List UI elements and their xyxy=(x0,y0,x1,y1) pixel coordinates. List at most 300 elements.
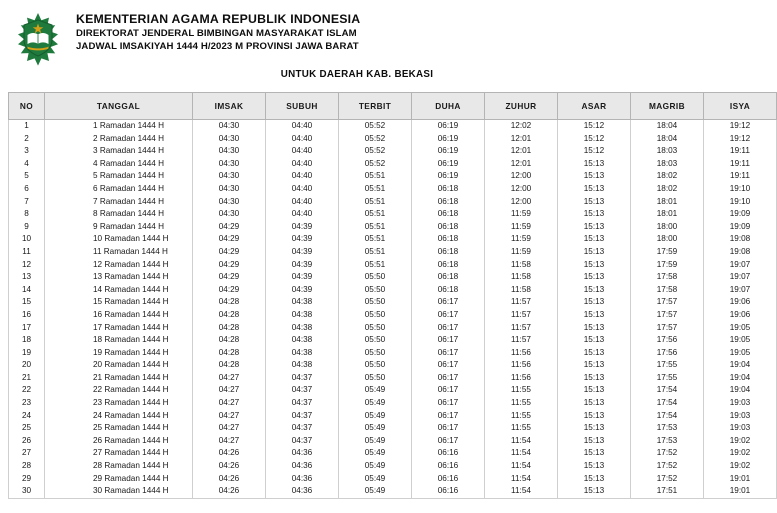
cell-imsak: 04:30 xyxy=(193,158,266,171)
cell-asar: 15:13 xyxy=(558,347,631,360)
table-row xyxy=(9,359,777,372)
table-row xyxy=(9,233,777,246)
table-row xyxy=(9,397,777,410)
cell-terbit: 05:50 xyxy=(339,372,412,385)
cell-asar: 15:13 xyxy=(558,473,631,486)
region-subtitle: UNTUK DAERAH KAB. BEKASI xyxy=(280,69,434,80)
cell-asar: 15:13 xyxy=(558,397,631,410)
cell-no: 23 xyxy=(9,397,45,410)
cell-zuhur: 12:01 xyxy=(485,145,558,158)
cell-tanggal: 26 Ramadan 1444 H xyxy=(45,435,193,448)
cell-asar: 15:12 xyxy=(558,120,631,133)
table-row xyxy=(9,485,777,498)
cell-no: 8 xyxy=(9,208,45,221)
cell-zuhur: 12:00 xyxy=(485,196,558,209)
cell-subuh: 04:39 xyxy=(266,221,339,234)
cell-subuh: 04:36 xyxy=(266,473,339,486)
cell-duha: 06:17 xyxy=(412,372,485,385)
cell-tanggal: 27 Ramadan 1444 H xyxy=(45,447,193,460)
cell-imsak: 04:27 xyxy=(193,372,266,385)
table-row xyxy=(9,435,777,448)
table-row xyxy=(9,384,777,397)
table-row xyxy=(9,422,777,435)
cell-zuhur: 11:59 xyxy=(485,221,558,234)
cell-subuh: 04:40 xyxy=(266,120,339,133)
cell-asar: 15:13 xyxy=(558,422,631,435)
column-header-terbit: TERBIT xyxy=(339,93,412,120)
column-header-duha: DUHA xyxy=(412,93,485,120)
cell-imsak: 04:28 xyxy=(193,322,266,335)
cell-magrib: 17:59 xyxy=(631,259,704,272)
cell-isya: 19:04 xyxy=(704,372,777,385)
cell-duha: 06:19 xyxy=(412,133,485,146)
cell-no: 17 xyxy=(9,322,45,335)
cell-no: 9 xyxy=(9,221,45,234)
cell-tanggal: 5 Ramadan 1444 H xyxy=(45,170,193,183)
cell-zuhur: 11:59 xyxy=(485,233,558,246)
cell-asar: 15:13 xyxy=(558,322,631,335)
cell-isya: 19:03 xyxy=(704,397,777,410)
cell-imsak: 04:29 xyxy=(193,233,266,246)
cell-terbit: 05:49 xyxy=(339,460,412,473)
cell-duha: 06:16 xyxy=(412,447,485,460)
cell-imsak: 04:29 xyxy=(193,271,266,284)
cell-magrib: 17:58 xyxy=(631,271,704,284)
cell-subuh: 04:37 xyxy=(266,410,339,423)
cell-duha: 06:19 xyxy=(412,145,485,158)
column-header-subuh: SUBUH xyxy=(266,93,339,120)
cell-terbit: 05:50 xyxy=(339,322,412,335)
cell-duha: 06:17 xyxy=(412,410,485,423)
cell-imsak: 04:30 xyxy=(193,170,266,183)
cell-asar: 15:13 xyxy=(558,259,631,272)
cell-duha: 06:19 xyxy=(412,158,485,171)
cell-isya: 19:07 xyxy=(704,259,777,272)
cell-isya: 19:11 xyxy=(704,158,777,171)
cell-terbit: 05:50 xyxy=(339,296,412,309)
cell-no: 1 xyxy=(9,120,45,133)
cell-magrib: 17:56 xyxy=(631,347,704,360)
cell-duha: 06:17 xyxy=(412,334,485,347)
cell-asar: 15:13 xyxy=(558,170,631,183)
table-body xyxy=(9,120,777,499)
cell-no: 3 xyxy=(9,145,45,158)
cell-subuh: 04:36 xyxy=(266,447,339,460)
cell-terbit: 05:51 xyxy=(339,246,412,259)
cell-duha: 06:17 xyxy=(412,296,485,309)
cell-asar: 15:13 xyxy=(558,384,631,397)
cell-asar: 15:13 xyxy=(558,485,631,498)
directorate-title: DIREKTORAT JENDERAL BIMBINGAN MASYARAKAT ISLAM xyxy=(76,28,357,39)
cell-magrib: 17:59 xyxy=(631,246,704,259)
cell-magrib: 18:02 xyxy=(631,183,704,196)
cell-magrib: 18:01 xyxy=(631,196,704,209)
cell-magrib: 18:03 xyxy=(631,145,704,158)
cell-zuhur: 11:54 xyxy=(485,473,558,486)
cell-terbit: 05:51 xyxy=(339,259,412,272)
cell-subuh: 04:40 xyxy=(266,145,339,158)
cell-terbit: 05:50 xyxy=(339,284,412,297)
cell-subuh: 04:38 xyxy=(266,347,339,360)
cell-terbit: 05:52 xyxy=(339,158,412,171)
cell-tanggal: 22 Ramadan 1444 H xyxy=(45,384,193,397)
table-header xyxy=(9,93,777,120)
cell-asar: 15:13 xyxy=(558,246,631,259)
cell-no: 22 xyxy=(9,384,45,397)
cell-isya: 19:02 xyxy=(704,435,777,448)
column-header-zuhur: ZUHUR xyxy=(485,93,558,120)
table-row xyxy=(9,271,777,284)
cell-terbit: 05:50 xyxy=(339,334,412,347)
table-row xyxy=(9,447,777,460)
cell-no: 15 xyxy=(9,296,45,309)
cell-terbit: 05:49 xyxy=(339,485,412,498)
cell-duha: 06:18 xyxy=(412,183,485,196)
cell-terbit: 05:49 xyxy=(339,397,412,410)
cell-magrib: 17:54 xyxy=(631,410,704,423)
cell-imsak: 04:30 xyxy=(193,196,266,209)
cell-tanggal: 29 Ramadan 1444 H xyxy=(45,473,193,486)
cell-duha: 06:17 xyxy=(412,322,485,335)
document-header xyxy=(0,0,714,60)
cell-isya: 19:03 xyxy=(704,410,777,423)
cell-terbit: 05:51 xyxy=(339,233,412,246)
cell-isya: 19:05 xyxy=(704,347,777,360)
cell-no: 29 xyxy=(9,473,45,486)
cell-isya: 19:01 xyxy=(704,485,777,498)
cell-duha: 06:18 xyxy=(412,246,485,259)
table-row xyxy=(9,259,777,272)
cell-terbit: 05:51 xyxy=(339,208,412,221)
cell-duha: 06:17 xyxy=(412,384,485,397)
cell-no: 20 xyxy=(9,359,45,372)
cell-magrib: 17:52 xyxy=(631,460,704,473)
cell-imsak: 04:28 xyxy=(193,309,266,322)
cell-isya: 19:02 xyxy=(704,447,777,460)
cell-imsak: 04:26 xyxy=(193,460,266,473)
column-header-no: NO xyxy=(9,93,45,120)
cell-imsak: 04:26 xyxy=(193,485,266,498)
cell-duha: 06:17 xyxy=(412,435,485,448)
cell-no: 7 xyxy=(9,196,45,209)
cell-zuhur: 11:55 xyxy=(485,410,558,423)
cell-duha: 06:16 xyxy=(412,485,485,498)
schedule-table-wrapper xyxy=(8,92,751,499)
cell-duha: 06:18 xyxy=(412,271,485,284)
cell-tanggal: 11 Ramadan 1444 H xyxy=(45,246,193,259)
cell-isya: 19:10 xyxy=(704,183,777,196)
cell-terbit: 05:51 xyxy=(339,183,412,196)
cell-tanggal: 24 Ramadan 1444 H xyxy=(45,410,193,423)
cell-tanggal: 4 Ramadan 1444 H xyxy=(45,158,193,171)
cell-subuh: 04:37 xyxy=(266,422,339,435)
cell-imsak: 04:28 xyxy=(193,347,266,360)
cell-subuh: 04:40 xyxy=(266,196,339,209)
table-row xyxy=(9,208,777,221)
table-row xyxy=(9,183,777,196)
cell-tanggal: 7 Ramadan 1444 H xyxy=(45,196,193,209)
cell-magrib: 17:52 xyxy=(631,473,704,486)
cell-tanggal: 6 Ramadan 1444 H xyxy=(45,183,193,196)
cell-imsak: 04:30 xyxy=(193,133,266,146)
table-row xyxy=(9,372,777,385)
cell-zuhur: 12:00 xyxy=(485,183,558,196)
cell-imsak: 04:29 xyxy=(193,284,266,297)
cell-magrib: 17:55 xyxy=(631,359,704,372)
cell-subuh: 04:38 xyxy=(266,322,339,335)
cell-imsak: 04:30 xyxy=(193,183,266,196)
cell-no: 16 xyxy=(9,309,45,322)
cell-imsak: 04:27 xyxy=(193,422,266,435)
table-row xyxy=(9,246,777,259)
cell-tanggal: 16 Ramadan 1444 H xyxy=(45,309,193,322)
cell-zuhur: 12:01 xyxy=(485,133,558,146)
cell-tanggal: 8 Ramadan 1444 H xyxy=(45,208,193,221)
cell-tanggal: 14 Ramadan 1444 H xyxy=(45,284,193,297)
cell-asar: 15:13 xyxy=(558,208,631,221)
cell-isya: 19:03 xyxy=(704,422,777,435)
cell-subuh: 04:38 xyxy=(266,359,339,372)
cell-tanggal: 18 Ramadan 1444 H xyxy=(45,334,193,347)
cell-asar: 15:12 xyxy=(558,133,631,146)
table-row xyxy=(9,410,777,423)
cell-asar: 15:13 xyxy=(558,271,631,284)
cell-terbit: 05:49 xyxy=(339,410,412,423)
cell-duha: 06:18 xyxy=(412,233,485,246)
cell-asar: 15:13 xyxy=(558,221,631,234)
cell-magrib: 17:54 xyxy=(631,384,704,397)
cell-no: 18 xyxy=(9,334,45,347)
cell-no: 19 xyxy=(9,347,45,360)
cell-magrib: 17:57 xyxy=(631,322,704,335)
cell-asar: 15:13 xyxy=(558,359,631,372)
cell-duha: 06:17 xyxy=(412,422,485,435)
cell-terbit: 05:49 xyxy=(339,435,412,448)
cell-asar: 15:13 xyxy=(558,196,631,209)
cell-isya: 19:08 xyxy=(704,246,777,259)
cell-isya: 19:05 xyxy=(704,334,777,347)
cell-subuh: 04:37 xyxy=(266,397,339,410)
cell-asar: 15:12 xyxy=(558,145,631,158)
table-row xyxy=(9,284,777,297)
table-row xyxy=(9,460,777,473)
cell-isya: 19:12 xyxy=(704,133,777,146)
cell-terbit: 05:51 xyxy=(339,196,412,209)
cell-imsak: 04:29 xyxy=(193,246,266,259)
cell-no: 14 xyxy=(9,284,45,297)
cell-terbit: 05:52 xyxy=(339,120,412,133)
cell-asar: 15:13 xyxy=(558,334,631,347)
table-row xyxy=(9,296,777,309)
cell-asar: 15:13 xyxy=(558,372,631,385)
table-row xyxy=(9,473,777,486)
cell-no: 24 xyxy=(9,410,45,423)
cell-duha: 06:18 xyxy=(412,196,485,209)
cell-magrib: 17:57 xyxy=(631,296,704,309)
cell-isya: 19:01 xyxy=(704,473,777,486)
cell-terbit: 05:49 xyxy=(339,447,412,460)
cell-magrib: 18:03 xyxy=(631,158,704,171)
cell-terbit: 05:50 xyxy=(339,359,412,372)
cell-duha: 06:17 xyxy=(412,359,485,372)
cell-no: 28 xyxy=(9,460,45,473)
cell-isya: 19:12 xyxy=(704,120,777,133)
cell-isya: 19:04 xyxy=(704,384,777,397)
column-header-asar: ASAR xyxy=(558,93,631,120)
table-row xyxy=(9,347,777,360)
cell-duha: 06:19 xyxy=(412,120,485,133)
cell-isya: 19:02 xyxy=(704,460,777,473)
cell-asar: 15:13 xyxy=(558,309,631,322)
cell-isya: 19:11 xyxy=(704,170,777,183)
cell-terbit: 05:52 xyxy=(339,145,412,158)
column-header-magrib: MAGRIB xyxy=(631,93,704,120)
cell-isya: 19:09 xyxy=(704,221,777,234)
cell-isya: 19:05 xyxy=(704,322,777,335)
cell-tanggal: 15 Ramadan 1444 H xyxy=(45,296,193,309)
table-row xyxy=(9,322,777,335)
table-header-row xyxy=(9,93,777,120)
cell-zuhur: 11:56 xyxy=(485,359,558,372)
cell-duha: 06:17 xyxy=(412,347,485,360)
cell-subuh: 04:38 xyxy=(266,309,339,322)
cell-subuh: 04:40 xyxy=(266,208,339,221)
cell-tanggal: 28 Ramadan 1444 H xyxy=(45,460,193,473)
imsakiyah-table xyxy=(8,92,777,499)
cell-asar: 15:13 xyxy=(558,233,631,246)
cell-subuh: 04:40 xyxy=(266,170,339,183)
cell-magrib: 17:53 xyxy=(631,435,704,448)
table-row xyxy=(9,145,777,158)
cell-subuh: 04:38 xyxy=(266,296,339,309)
cell-zuhur: 11:54 xyxy=(485,485,558,498)
cell-imsak: 04:27 xyxy=(193,410,266,423)
cell-terbit: 05:49 xyxy=(339,473,412,486)
cell-isya: 19:09 xyxy=(704,208,777,221)
cell-zuhur: 11:55 xyxy=(485,422,558,435)
cell-magrib: 17:57 xyxy=(631,309,704,322)
cell-no: 26 xyxy=(9,435,45,448)
cell-imsak: 04:28 xyxy=(193,296,266,309)
cell-no: 6 xyxy=(9,183,45,196)
cell-no: 11 xyxy=(9,246,45,259)
cell-zuhur: 11:55 xyxy=(485,384,558,397)
cell-zuhur: 11:58 xyxy=(485,271,558,284)
cell-no: 21 xyxy=(9,372,45,385)
cell-zuhur: 11:59 xyxy=(485,208,558,221)
cell-terbit: 05:51 xyxy=(339,170,412,183)
cell-imsak: 04:28 xyxy=(193,359,266,372)
cell-no: 13 xyxy=(9,271,45,284)
cell-subuh: 04:38 xyxy=(266,334,339,347)
cell-no: 4 xyxy=(9,158,45,171)
cell-duha: 06:16 xyxy=(412,473,485,486)
cell-tanggal: 10 Ramadan 1444 H xyxy=(45,233,193,246)
kemenag-logo-icon xyxy=(14,12,62,60)
cell-asar: 15:13 xyxy=(558,183,631,196)
cell-magrib: 17:52 xyxy=(631,447,704,460)
cell-subuh: 04:40 xyxy=(266,133,339,146)
cell-magrib: 17:51 xyxy=(631,485,704,498)
cell-isya: 19:11 xyxy=(704,145,777,158)
cell-zuhur: 12:00 xyxy=(485,170,558,183)
cell-tanggal: 17 Ramadan 1444 H xyxy=(45,322,193,335)
cell-asar: 15:13 xyxy=(558,410,631,423)
cell-magrib: 17:55 xyxy=(631,372,704,385)
cell-magrib: 17:54 xyxy=(631,397,704,410)
cell-zuhur: 11:57 xyxy=(485,334,558,347)
table-row xyxy=(9,158,777,171)
cell-isya: 19:07 xyxy=(704,271,777,284)
column-header-imsak: IMSAK xyxy=(193,93,266,120)
schedule-title: JADWAL IMSAKIYAH 1444 H/2023 M PROVINSI JAWA BARAT xyxy=(76,41,359,52)
cell-imsak: 04:26 xyxy=(193,447,266,460)
cell-zuhur: 11:54 xyxy=(485,435,558,448)
cell-magrib: 18:04 xyxy=(631,120,704,133)
cell-asar: 15:13 xyxy=(558,447,631,460)
ministry-title: KEMENTERIAN AGAMA REPUBLIK INDONESIA xyxy=(76,12,361,26)
cell-zuhur: 11:55 xyxy=(485,397,558,410)
cell-terbit: 05:50 xyxy=(339,309,412,322)
cell-tanggal: 23 Ramadan 1444 H xyxy=(45,397,193,410)
table-row xyxy=(9,196,777,209)
cell-terbit: 05:49 xyxy=(339,384,412,397)
cell-magrib: 17:58 xyxy=(631,284,704,297)
cell-subuh: 04:36 xyxy=(266,460,339,473)
cell-subuh: 04:39 xyxy=(266,271,339,284)
cell-terbit: 05:49 xyxy=(339,422,412,435)
cell-tanggal: 9 Ramadan 1444 H xyxy=(45,221,193,234)
cell-imsak: 04:30 xyxy=(193,120,266,133)
cell-subuh: 04:39 xyxy=(266,233,339,246)
cell-subuh: 04:40 xyxy=(266,183,339,196)
cell-zuhur: 11:59 xyxy=(485,246,558,259)
cell-duha: 06:18 xyxy=(412,221,485,234)
table-row xyxy=(9,133,777,146)
cell-zuhur: 12:01 xyxy=(485,158,558,171)
cell-subuh: 04:40 xyxy=(266,158,339,171)
cell-isya: 19:07 xyxy=(704,284,777,297)
cell-tanggal: 25 Ramadan 1444 H xyxy=(45,422,193,435)
cell-subuh: 04:39 xyxy=(266,259,339,272)
column-header-isya: ISYA xyxy=(704,93,777,120)
cell-magrib: 17:53 xyxy=(631,422,704,435)
cell-tanggal: 30 Ramadan 1444 H xyxy=(45,485,193,498)
cell-imsak: 04:29 xyxy=(193,259,266,272)
cell-subuh: 04:37 xyxy=(266,372,339,385)
cell-duha: 06:16 xyxy=(412,460,485,473)
cell-zuhur: 11:57 xyxy=(485,296,558,309)
cell-zuhur: 11:56 xyxy=(485,372,558,385)
cell-duha: 06:18 xyxy=(412,259,485,272)
cell-no: 27 xyxy=(9,447,45,460)
cell-no: 2 xyxy=(9,133,45,146)
cell-zuhur: 11:54 xyxy=(485,460,558,473)
cell-no: 25 xyxy=(9,422,45,435)
header-text-block xyxy=(76,10,360,53)
cell-zuhur: 11:58 xyxy=(485,284,558,297)
cell-subuh: 04:37 xyxy=(266,384,339,397)
table-row xyxy=(9,170,777,183)
cell-terbit: 05:51 xyxy=(339,221,412,234)
cell-terbit: 05:50 xyxy=(339,271,412,284)
cell-tanggal: 3 Ramadan 1444 H xyxy=(45,145,193,158)
cell-imsak: 04:30 xyxy=(193,208,266,221)
cell-isya: 19:08 xyxy=(704,233,777,246)
cell-zuhur: 11:57 xyxy=(485,309,558,322)
cell-no: 30 xyxy=(9,485,45,498)
cell-tanggal: 1 Ramadan 1444 H xyxy=(45,120,193,133)
